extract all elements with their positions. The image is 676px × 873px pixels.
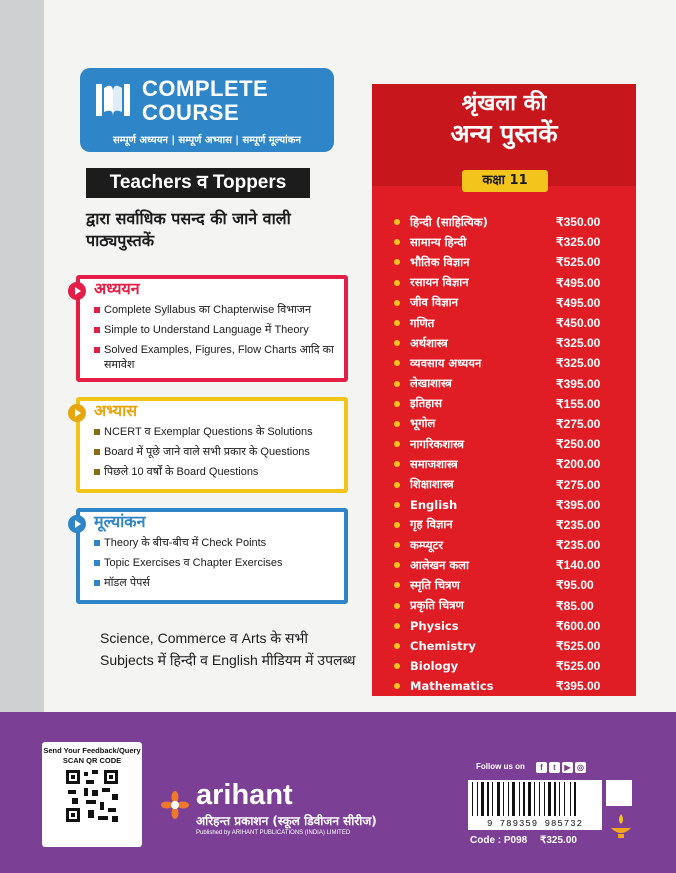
book-title: स्मृति चित्रण bbox=[410, 577, 460, 592]
bullet-dot-icon bbox=[394, 643, 400, 649]
play-arrow-icon bbox=[68, 515, 86, 533]
book-price: ₹140.00 bbox=[556, 558, 601, 573]
price-box-icon bbox=[606, 780, 632, 806]
book-price: ₹525.00 bbox=[556, 639, 601, 654]
book-row bbox=[394, 596, 630, 616]
book-row bbox=[394, 414, 630, 434]
book-price-list bbox=[394, 212, 630, 697]
feature-point: NCERT व Exemplar Questions के Solutions bbox=[94, 425, 336, 440]
book-title: समाजशास्त्र bbox=[410, 456, 458, 471]
book-row bbox=[394, 636, 630, 656]
book-row bbox=[394, 575, 630, 595]
book-title: Mathematics bbox=[410, 679, 494, 694]
book-price: ₹95.00 bbox=[556, 578, 594, 593]
book-row bbox=[394, 252, 630, 272]
feature-point: Board में पूछे जाने वाले सभी प्रकार के Questions bbox=[94, 445, 336, 460]
feature-point: मॉडल पेपर्स bbox=[94, 576, 336, 591]
book-price: ₹200.00 bbox=[556, 457, 601, 472]
publisher-name: arihant bbox=[196, 779, 293, 811]
book-row bbox=[394, 495, 630, 515]
bullet-dot-icon bbox=[394, 461, 400, 467]
book-title: नागरिकशास्त्र bbox=[410, 436, 464, 451]
book-row bbox=[394, 232, 630, 252]
book-title: Physics bbox=[410, 618, 459, 633]
book-price: ₹250.00 bbox=[556, 437, 601, 452]
qr-caption-2: SCAN QR CODE bbox=[62, 756, 122, 765]
feature-point: पिछले 10 वर्षों के Board Questions bbox=[94, 465, 336, 480]
book-price: ₹395.00 bbox=[556, 376, 601, 391]
book-row bbox=[394, 434, 630, 454]
complete-course-badge bbox=[80, 68, 334, 152]
feature-point: Theory के बीच-बीच में Check Points bbox=[94, 536, 336, 551]
bullet-dot-icon bbox=[394, 239, 400, 245]
facebook-icon[interactable]: f bbox=[536, 762, 547, 773]
book-price: ₹450.00 bbox=[556, 316, 601, 331]
book-title: इतिहास bbox=[410, 396, 443, 411]
qr-code-icon[interactable] bbox=[64, 768, 120, 824]
book-row bbox=[394, 353, 630, 373]
spine-strip bbox=[0, 0, 44, 712]
book-price: ₹395.00 bbox=[556, 497, 601, 512]
publisher-hindi-name: अरिहन्त प्रकाशन (स्कूल डिवीजन सीरीज) bbox=[196, 814, 377, 828]
book-row bbox=[394, 333, 630, 353]
book-title: Biology bbox=[410, 659, 459, 674]
barcode-bars bbox=[468, 780, 602, 818]
bullet-dot-icon bbox=[394, 280, 400, 286]
book-title: भूगोल bbox=[410, 416, 436, 431]
book-row bbox=[394, 676, 630, 696]
youtube-icon[interactable]: ▶ bbox=[562, 762, 573, 773]
feature-box-study bbox=[76, 275, 348, 382]
book-title: English bbox=[410, 497, 458, 512]
feature-title: अध्ययन bbox=[94, 279, 140, 298]
series-heading-2: अन्य पुस्तकें bbox=[450, 119, 558, 148]
isbn-digits: 9 789359 985732 bbox=[486, 819, 583, 829]
brand-subtitle: सम्पूर्ण अध्ययन | सम्पूर्ण अभ्यास | सम्पूर्ण मूल्यांकन bbox=[113, 135, 301, 146]
feature-point: Simple to Understand Language में Theory bbox=[94, 323, 336, 338]
feature-point: Solved Examples, Figures, Flow Charts आदि का समावेश bbox=[94, 343, 336, 373]
book-title: रसायन विज्ञान bbox=[410, 275, 469, 290]
class-badge: कक्षा 11 bbox=[462, 170, 548, 192]
bullet-dot-icon bbox=[394, 381, 400, 387]
bullet-dot-icon bbox=[394, 683, 400, 689]
bullet-dot-icon bbox=[394, 502, 400, 508]
book-row bbox=[394, 555, 630, 575]
bullet-dot-icon bbox=[394, 320, 400, 326]
book-row bbox=[394, 474, 630, 494]
book-title: प्रकृति चित्रण bbox=[410, 598, 464, 613]
bullet-dot-icon bbox=[394, 562, 400, 568]
book-price: ₹85.00 bbox=[556, 598, 594, 613]
feature-point: Complete Syllabus का Chapterwise विभाजन bbox=[94, 303, 336, 318]
book-price: ₹235.00 bbox=[556, 538, 601, 553]
follow-us-label: Follow us on bbox=[476, 762, 525, 771]
book-row bbox=[394, 273, 630, 293]
book-price: ₹325.00 bbox=[556, 235, 601, 250]
book-title: आलेखन कला bbox=[410, 557, 469, 572]
book-title: गृह विज्ञान bbox=[410, 517, 453, 532]
bullet-dot-icon bbox=[394, 219, 400, 225]
feature-point: Topic Exercises व Chapter Exercises bbox=[94, 556, 336, 571]
book-row bbox=[394, 616, 630, 636]
bullet-dot-icon bbox=[394, 522, 400, 528]
book-row bbox=[394, 454, 630, 474]
book-price: ₹325.00 bbox=[556, 356, 601, 371]
bullet-dot-icon bbox=[394, 542, 400, 548]
book-row bbox=[394, 656, 630, 676]
book-price: ₹275.00 bbox=[556, 477, 601, 492]
bullet-dot-icon bbox=[394, 259, 400, 265]
feature-box-practice bbox=[76, 397, 348, 493]
book-price: ₹350.00 bbox=[556, 215, 601, 230]
book-title: शिक्षाशास्त्र bbox=[410, 477, 454, 492]
book-price: ₹325.00 bbox=[540, 835, 577, 846]
book-price: ₹395.00 bbox=[556, 679, 601, 694]
book-row bbox=[394, 515, 630, 535]
book-title: भौतिक विज्ञान bbox=[410, 254, 470, 269]
bullet-dot-icon bbox=[394, 582, 400, 588]
audience-banner: Teachers व Toppers bbox=[86, 168, 310, 198]
brand-line-2: COURSE bbox=[142, 100, 240, 125]
series-books-panel bbox=[372, 84, 636, 696]
feature-box-evaluation bbox=[76, 508, 348, 604]
bullet-dot-icon bbox=[394, 300, 400, 306]
bullet-dot-icon bbox=[394, 482, 400, 488]
instagram-icon[interactable]: ◎ bbox=[575, 762, 586, 773]
book-price: ₹495.00 bbox=[556, 295, 601, 310]
book-code: Code : P098 bbox=[470, 835, 528, 846]
publisher-legal-line: Published by ARIHANT PUBLICATIONS (INDIA) LIMITED bbox=[196, 830, 351, 836]
feedback-qr-card[interactable] bbox=[42, 742, 142, 847]
bullet-dot-icon bbox=[394, 340, 400, 346]
book-title: कम्प्यूटर bbox=[410, 537, 444, 552]
book-price: ₹525.00 bbox=[556, 659, 601, 674]
book-row bbox=[394, 535, 630, 555]
book-title: सामान्य हिन्दी bbox=[410, 234, 467, 249]
feature-title: मूल्यांकन bbox=[94, 512, 146, 531]
arihant-logo-icon bbox=[160, 790, 190, 820]
feature-title: अभ्यास bbox=[94, 401, 138, 420]
book-row bbox=[394, 212, 630, 232]
bullet-dot-icon bbox=[394, 360, 400, 366]
book-row bbox=[394, 293, 630, 313]
book-title: व्यवसाय अध्ययन bbox=[410, 355, 482, 370]
tagline: द्वारा सर्वाधिक पसन्द की जाने वाली पाठ्यपुस्तकें bbox=[86, 209, 291, 250]
book-price: ₹275.00 bbox=[556, 416, 601, 431]
availability-note: Science, Commerce व Arts के सभी Subjects में हिन्दी व English मीडियम में उपलब्ध bbox=[100, 630, 356, 668]
isbn-barcode bbox=[468, 780, 602, 830]
book-title: गणित bbox=[410, 315, 435, 330]
book-title: जीव विज्ञान bbox=[410, 295, 459, 310]
qr-caption-1: Send Your Feedback/Query bbox=[43, 746, 141, 755]
book-title: लेखाशास्त्र bbox=[410, 376, 452, 391]
book-row bbox=[394, 313, 630, 333]
bullet-dot-icon bbox=[394, 623, 400, 629]
book-price: ₹525.00 bbox=[556, 255, 601, 270]
book-title: हिन्दी (साहित्यिक) bbox=[410, 214, 488, 229]
bullet-dot-icon bbox=[394, 441, 400, 447]
bullet-dot-icon bbox=[394, 401, 400, 407]
book-price: ₹600.00 bbox=[556, 618, 601, 633]
book-row bbox=[394, 394, 630, 414]
play-arrow-icon bbox=[68, 404, 86, 422]
book-price: ₹235.00 bbox=[556, 517, 601, 532]
book-price: ₹155.00 bbox=[556, 396, 601, 411]
book-row bbox=[394, 374, 630, 394]
bullet-dot-icon bbox=[394, 421, 400, 427]
book-title: अर्थशास्त्र bbox=[410, 335, 448, 350]
book-price: ₹495.00 bbox=[556, 275, 601, 290]
diya-lamp-icon bbox=[608, 812, 634, 840]
bullet-dot-icon bbox=[394, 603, 400, 609]
series-heading-1: श्रृंखला की bbox=[461, 91, 547, 116]
brand-line-1: COMPLETE bbox=[142, 76, 269, 101]
book-title: Chemistry bbox=[410, 639, 476, 654]
twitter-icon[interactable]: t bbox=[549, 762, 560, 773]
book-price: ₹325.00 bbox=[556, 336, 601, 351]
open-book-icon bbox=[94, 80, 132, 120]
bullet-dot-icon bbox=[394, 663, 400, 669]
play-arrow-icon bbox=[68, 282, 86, 300]
